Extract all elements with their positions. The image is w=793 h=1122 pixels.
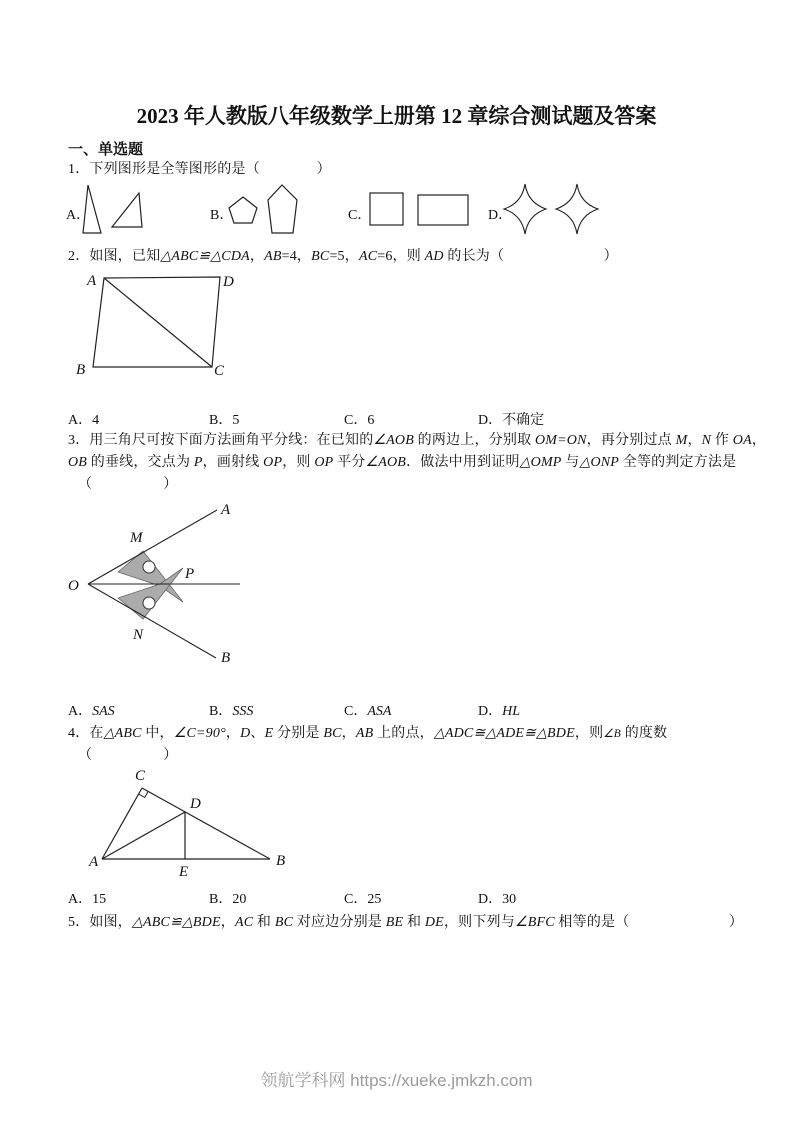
q3-option-c xyxy=(344,700,391,720)
section-heading: 一、单选题 xyxy=(68,142,144,158)
four-point-star-shape xyxy=(504,184,546,234)
option-key: B． xyxy=(209,704,233,719)
option-value: 20 xyxy=(232,892,247,907)
wide-triangle-shape xyxy=(112,193,142,227)
q3-option-a xyxy=(68,700,115,720)
q3-angle-bisector-figure xyxy=(55,498,255,673)
q1-option-d-stars-figure xyxy=(498,183,606,237)
q3-option-b xyxy=(209,700,253,720)
q1-option-a-triangles-figure xyxy=(82,183,146,237)
option-value: HL xyxy=(502,704,521,719)
point-label-e: E xyxy=(179,864,189,880)
vertex-label-a: A xyxy=(89,854,99,870)
vertex-label-d: D xyxy=(223,274,234,290)
option-value: 6 xyxy=(367,413,375,428)
vertex-label-c: C xyxy=(214,363,225,379)
vertex-label-b: B xyxy=(276,853,286,869)
tall-triangle-shape xyxy=(83,185,101,233)
question-4-text-line1: 4．在△ABC 中，∠C=90°，D、E 分别是 BC，AB 上的点，△ADC≅△ADE≅△BDE，则∠B 的度数 xyxy=(68,726,668,741)
point-label-d: D xyxy=(190,796,201,812)
q4-option-c xyxy=(344,888,381,908)
square-shape xyxy=(370,193,403,225)
option-value: 30 xyxy=(502,892,517,907)
question-5-text: 5．如图，△ABC≌△BDE，AC 和 BC 对应边分别是 BE 和 DE，则下列与∠BFC 相等的是（ ） xyxy=(68,915,744,930)
option-value: 5 xyxy=(232,413,240,428)
q2-parallelogram-figure xyxy=(75,268,255,380)
option-value: 4 xyxy=(92,413,100,428)
lower-set-square-hole xyxy=(143,597,155,609)
point-label-a: A xyxy=(221,502,231,518)
point-label-p: P xyxy=(185,566,195,582)
page-title: 2023 年人教版八年级数学上册第 12 章综合测试题及答案 xyxy=(136,104,657,128)
q2-option-c xyxy=(344,409,374,429)
q3-options-row xyxy=(0,700,793,720)
q1-option-c-label: C． xyxy=(348,208,372,223)
option-value: 25 xyxy=(367,892,382,907)
option-value: 不确定 xyxy=(502,413,545,428)
q4-option-b xyxy=(209,888,246,908)
question-3-text-line1: 3．用三角尺可按下面方法画角平分线：在已知的∠AOB 的两边上，分别取 OM=ON，再分别过点 M，N 作 OA， xyxy=(68,433,767,448)
option-value: ASA xyxy=(367,704,392,719)
q3-option-d xyxy=(478,700,520,720)
q1-option-b-pentagons-figure xyxy=(226,183,302,237)
q2-option-b xyxy=(209,409,239,429)
q1-option-a-label: A． xyxy=(66,208,91,223)
small-pentagon-shape xyxy=(229,197,257,223)
option-key: A． xyxy=(68,413,93,428)
vertex-label-a: A xyxy=(87,273,97,289)
option-value: SAS xyxy=(92,704,115,719)
option-key: D． xyxy=(478,704,503,719)
footer-watermark: 领航学科网 https://xueke.jmkzh.com xyxy=(260,1071,533,1090)
option-key: C． xyxy=(344,704,368,719)
side-cb-line xyxy=(142,788,270,859)
option-key: C． xyxy=(344,892,368,907)
q4-option-a xyxy=(68,888,106,908)
q1-option-d-label: D． xyxy=(488,208,513,223)
diagonal-ac-line xyxy=(104,278,212,367)
q2-option-a xyxy=(68,409,99,429)
question-3-text-line2: OB 的垂线，交点为 P，画射线 OP，则 OP 平分∠AOB．做法中用到证明△OMP 与△ONP 全等的判定方法是 xyxy=(68,455,737,470)
q1-option-b-label: B． xyxy=(210,208,234,223)
option-key: D． xyxy=(478,413,503,428)
segment-ad-line xyxy=(102,812,185,859)
tall-pentagon-shape xyxy=(268,185,297,233)
point-label-n: N xyxy=(133,627,144,643)
vertex-label-b: B xyxy=(76,362,86,378)
option-key: B． xyxy=(209,892,233,907)
q1-option-c-rectangles-figure xyxy=(364,186,472,228)
option-key: D． xyxy=(478,892,503,907)
q4-options-row xyxy=(0,888,793,908)
option-key: B． xyxy=(209,413,233,428)
vertex-label-o: O xyxy=(68,578,79,594)
option-value: 15 xyxy=(92,892,107,907)
point-label-m: M xyxy=(130,530,143,546)
four-point-star-shape xyxy=(556,184,598,234)
q4-triangle-figure xyxy=(85,768,310,886)
q2-options-row xyxy=(0,409,793,429)
question-2-text: 2．如图，已知△ABC≌△CDA，AB=4，BC=5，AC=6，则 AD 的长为（ ） xyxy=(68,249,618,264)
point-label-b: B xyxy=(221,650,231,666)
question-3-text-line3: （ ） xyxy=(78,477,178,492)
option-key: A． xyxy=(68,892,93,907)
option-key: C． xyxy=(344,413,368,428)
question-1-text: 1．下列图形是全等图形的是（ ） xyxy=(68,162,331,177)
upper-set-square-hole xyxy=(143,561,155,573)
q2-option-d xyxy=(478,409,544,429)
vertex-label-c: C xyxy=(135,768,146,784)
question-4-text-line2: （ ） xyxy=(78,748,178,763)
rectangle-shape xyxy=(418,195,468,225)
option-key: A． xyxy=(68,704,93,719)
option-value: SSS xyxy=(232,704,254,719)
q4-option-d xyxy=(478,888,516,908)
